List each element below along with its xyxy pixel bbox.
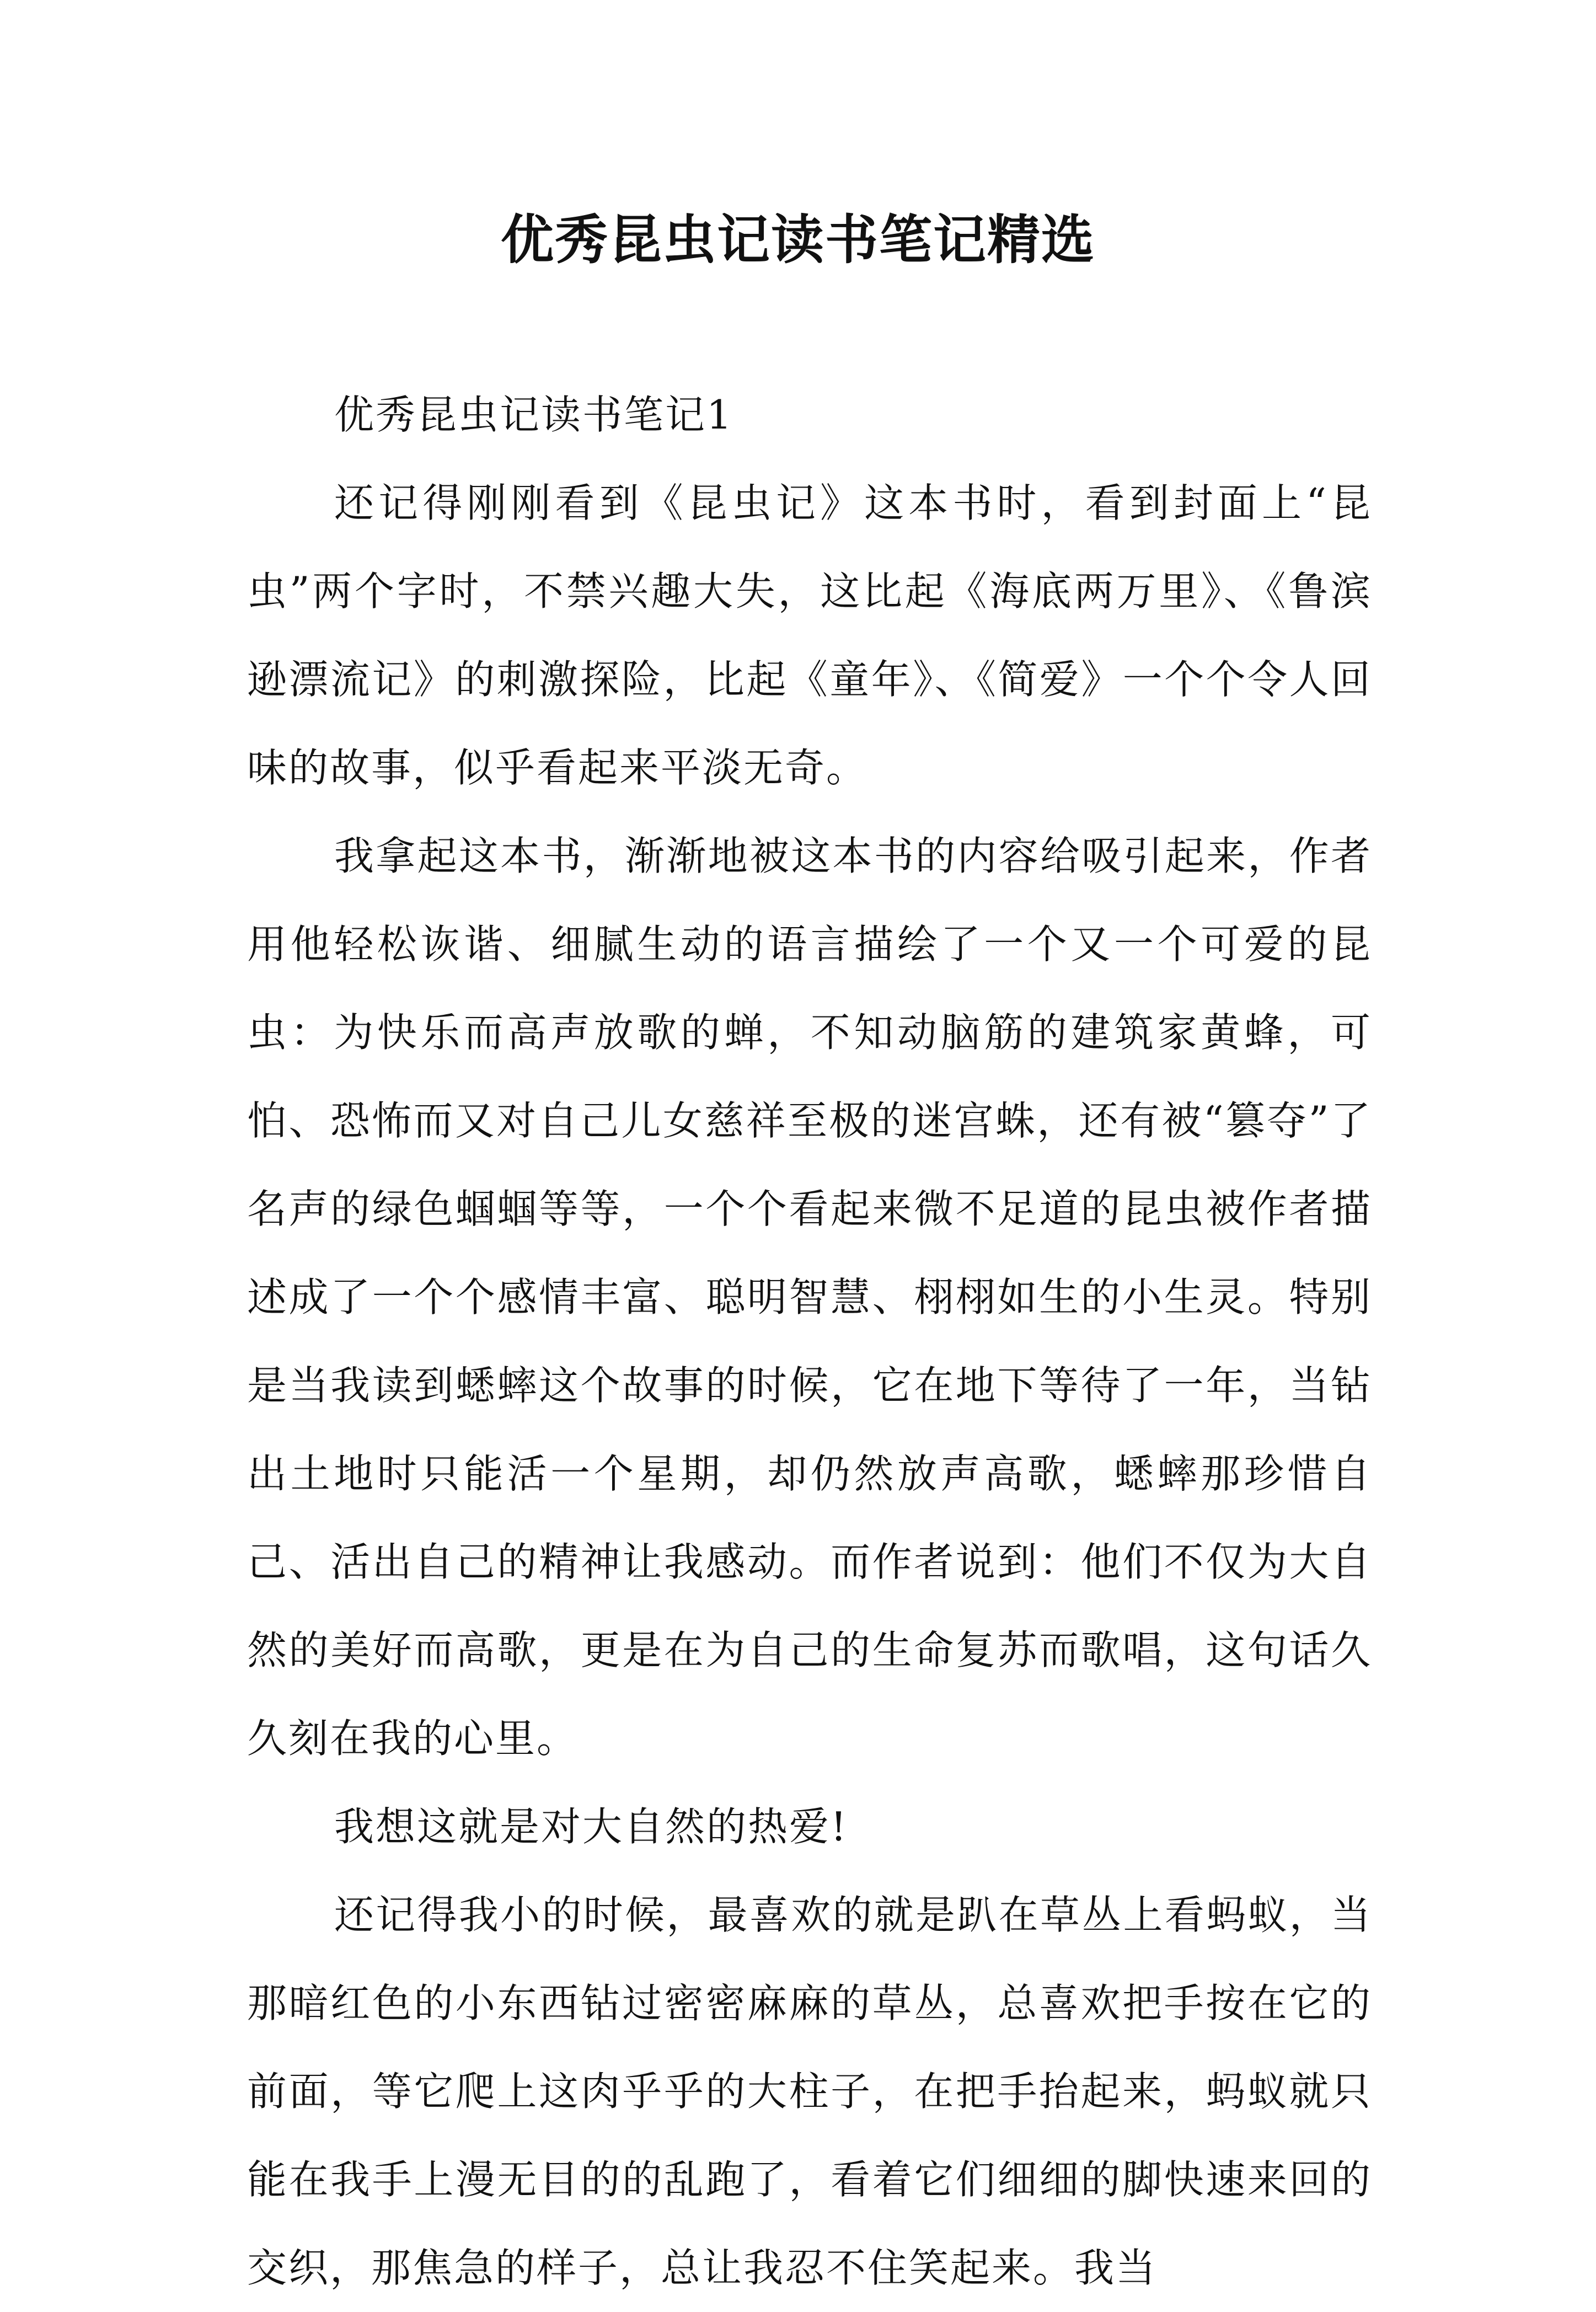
paragraph: 还记得我小的时候，最喜欢的就是趴在草丛上看蚂蚁，当那暗红色的小东西钻过密密麻麻的草丛，总喜欢把手按在它的前面，等它爬上这肉乎乎的大柱子，在把手抬起来，蚂蚁就只能在我手上漫无目的的乱跑了，看着它们细细的脚快速来回的交织，那焦急的样子，总让我忍不住笑起来。我当 xyxy=(247,1892,1372,2291)
document-title: 优秀昆虫记读书笔记精选 xyxy=(501,208,1095,271)
paragraph: 我拿起这本书，渐渐地被这本书的内容给吸引起来，作者用他轻松诙谐、细腻生动的语言描绘了一个又一个可爱的昆虫：为快乐而高声放歌的蝉，不知动脑筋的建筑家黄蜂，可怕、恐怖而又对自己儿女慈祥至极的迷宫蛛，还有被“篡夺”了名声的绿色蝈蝈等等，一个个看起来微不足道的昆虫被作者描述成了一个个感情丰富、聪明智慧、栩栩如生的小生灵。特别是当我读到蟋蟀这个故事的时候，它在地下等待了一年，当钻出土地时只能活一个星期，却仍然放声高歌，蟋蟀那珍惜自己、活出自己的精神让我感动。而作者说到：他们不仅为大自然的美好而高歌，更是在为自己的生命复苏而歌唱，这句话久久刻在我的心里。 xyxy=(247,833,1372,1762)
paragraph: 还记得刚刚看到《昆虫记》这本书时，看到封面上“昆虫”两个字时，不禁兴趣大失，这比起《海底两万里》、《鲁滨逊漂流记》的刺激探险，比起《童年》、《简爱》一个个令人回味的故事，似乎看起来平淡无奇。 xyxy=(247,480,1372,791)
paragraph: 我想这就是对大自然的热爱! xyxy=(334,1803,848,1850)
document-body xyxy=(247,371,1372,2312)
section-heading: 优秀昆虫记读书笔记1 xyxy=(334,392,733,438)
